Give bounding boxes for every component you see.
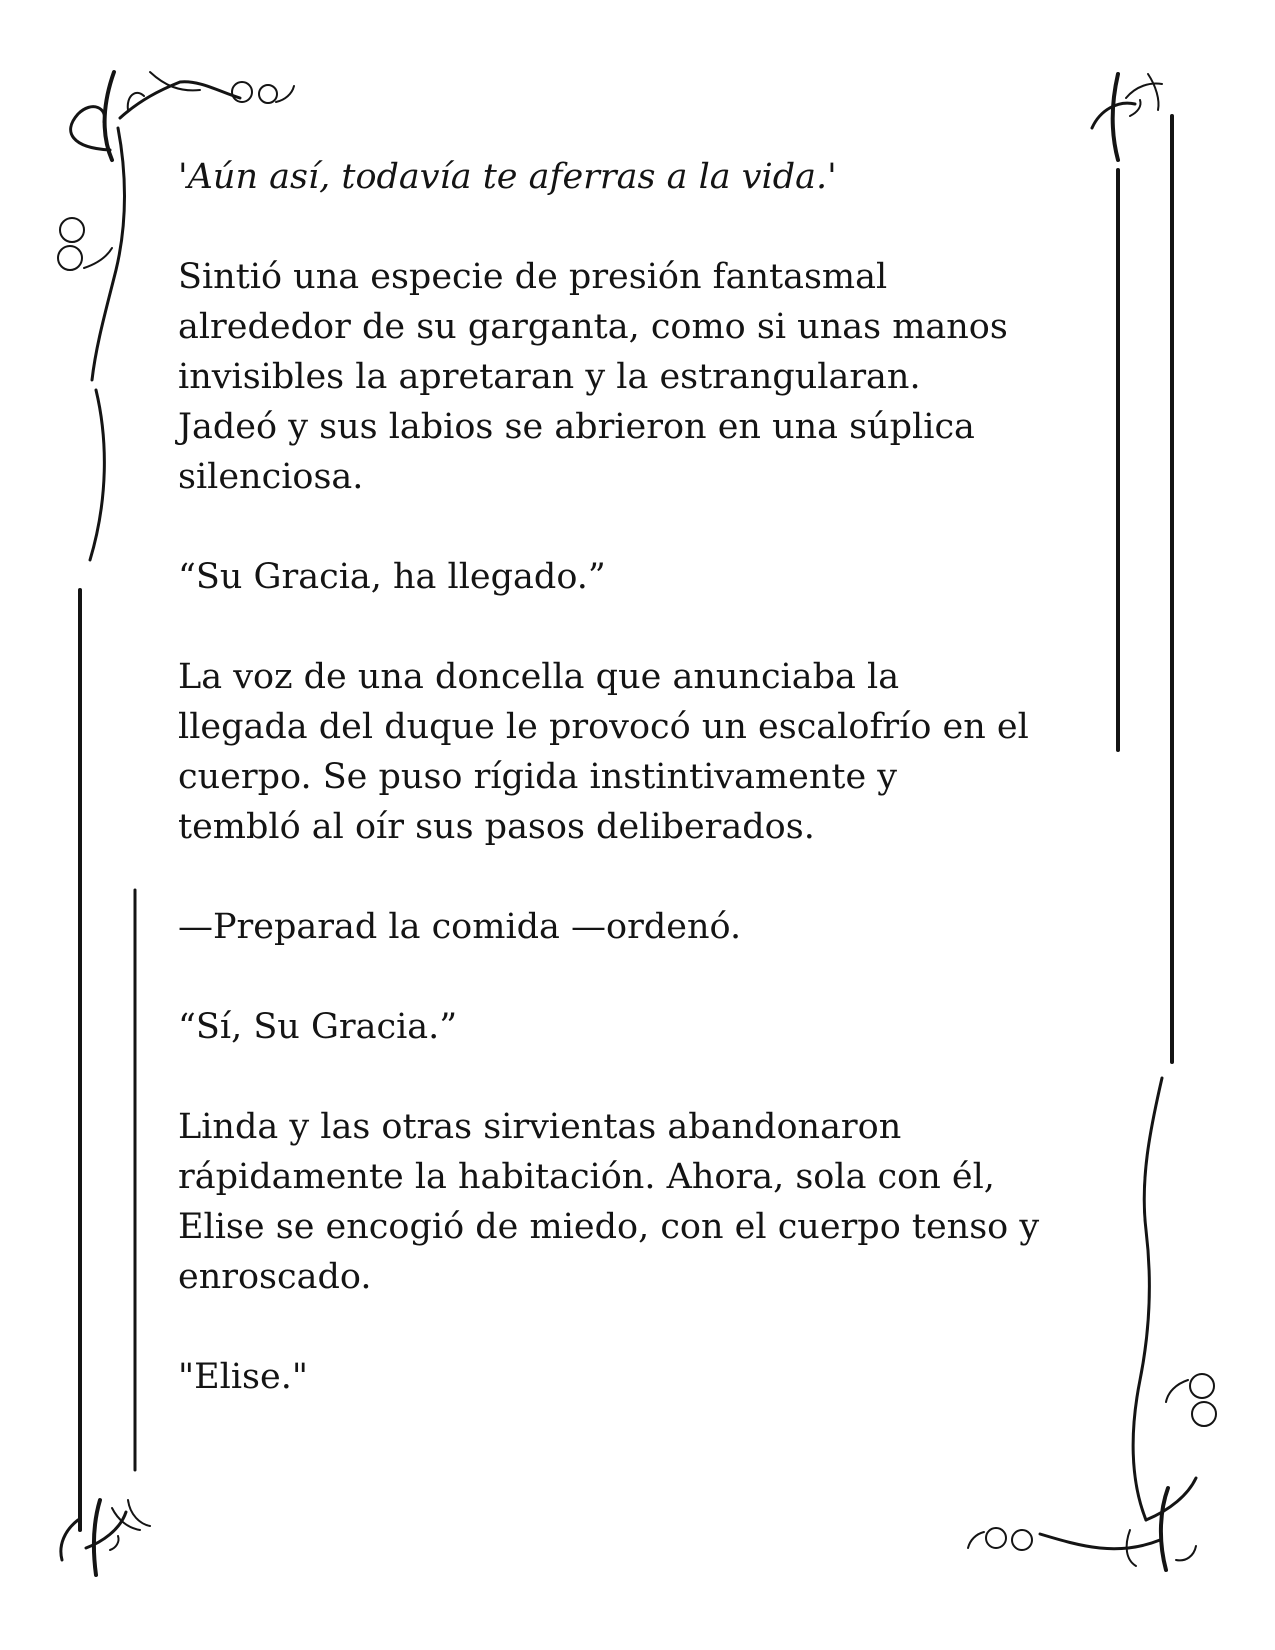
paragraph-pressure: Sintió una especie de presión fantasmal alrededor de su garganta, como si unas manos invisibles la apretaran y la estrangularan. Jadeó y sus labios se abrieron en una súplica silenciosa.: [178, 257, 1008, 497]
paragraph-order: —Preparad la comida —ordenó.: [178, 907, 742, 947]
paragraph-maid-voice: La voz de una doncella que anunciaba la llegada del duque le provocó un escalofrío en el cuerpo. Se puso rígida instintivamente y tembló al oír sus pasos deliberados.: [178, 657, 1029, 847]
paragraph-reply: “Sí, Su Gracia.”: [178, 1007, 458, 1047]
paragraph-servants-leave: Linda y las otras sirvientas abandonaron rápidamente la habitación. Ahora, sola con él, Elise se encogió de miedo, con el cuerpo tenso y enroscado.: [178, 1107, 1040, 1297]
story-text: [178, 152, 1098, 1402]
bottom-left-flourish-icon: [61, 1500, 150, 1575]
paragraph-elise: "Elise.": [178, 1357, 308, 1397]
top-right-flourish-icon: [1092, 74, 1162, 160]
paragraph-arrival: “Su Gracia, ha llegado.”: [178, 557, 606, 597]
paragraph-thought: 'Aún así, todavía te aferras a la vida.': [178, 157, 837, 197]
